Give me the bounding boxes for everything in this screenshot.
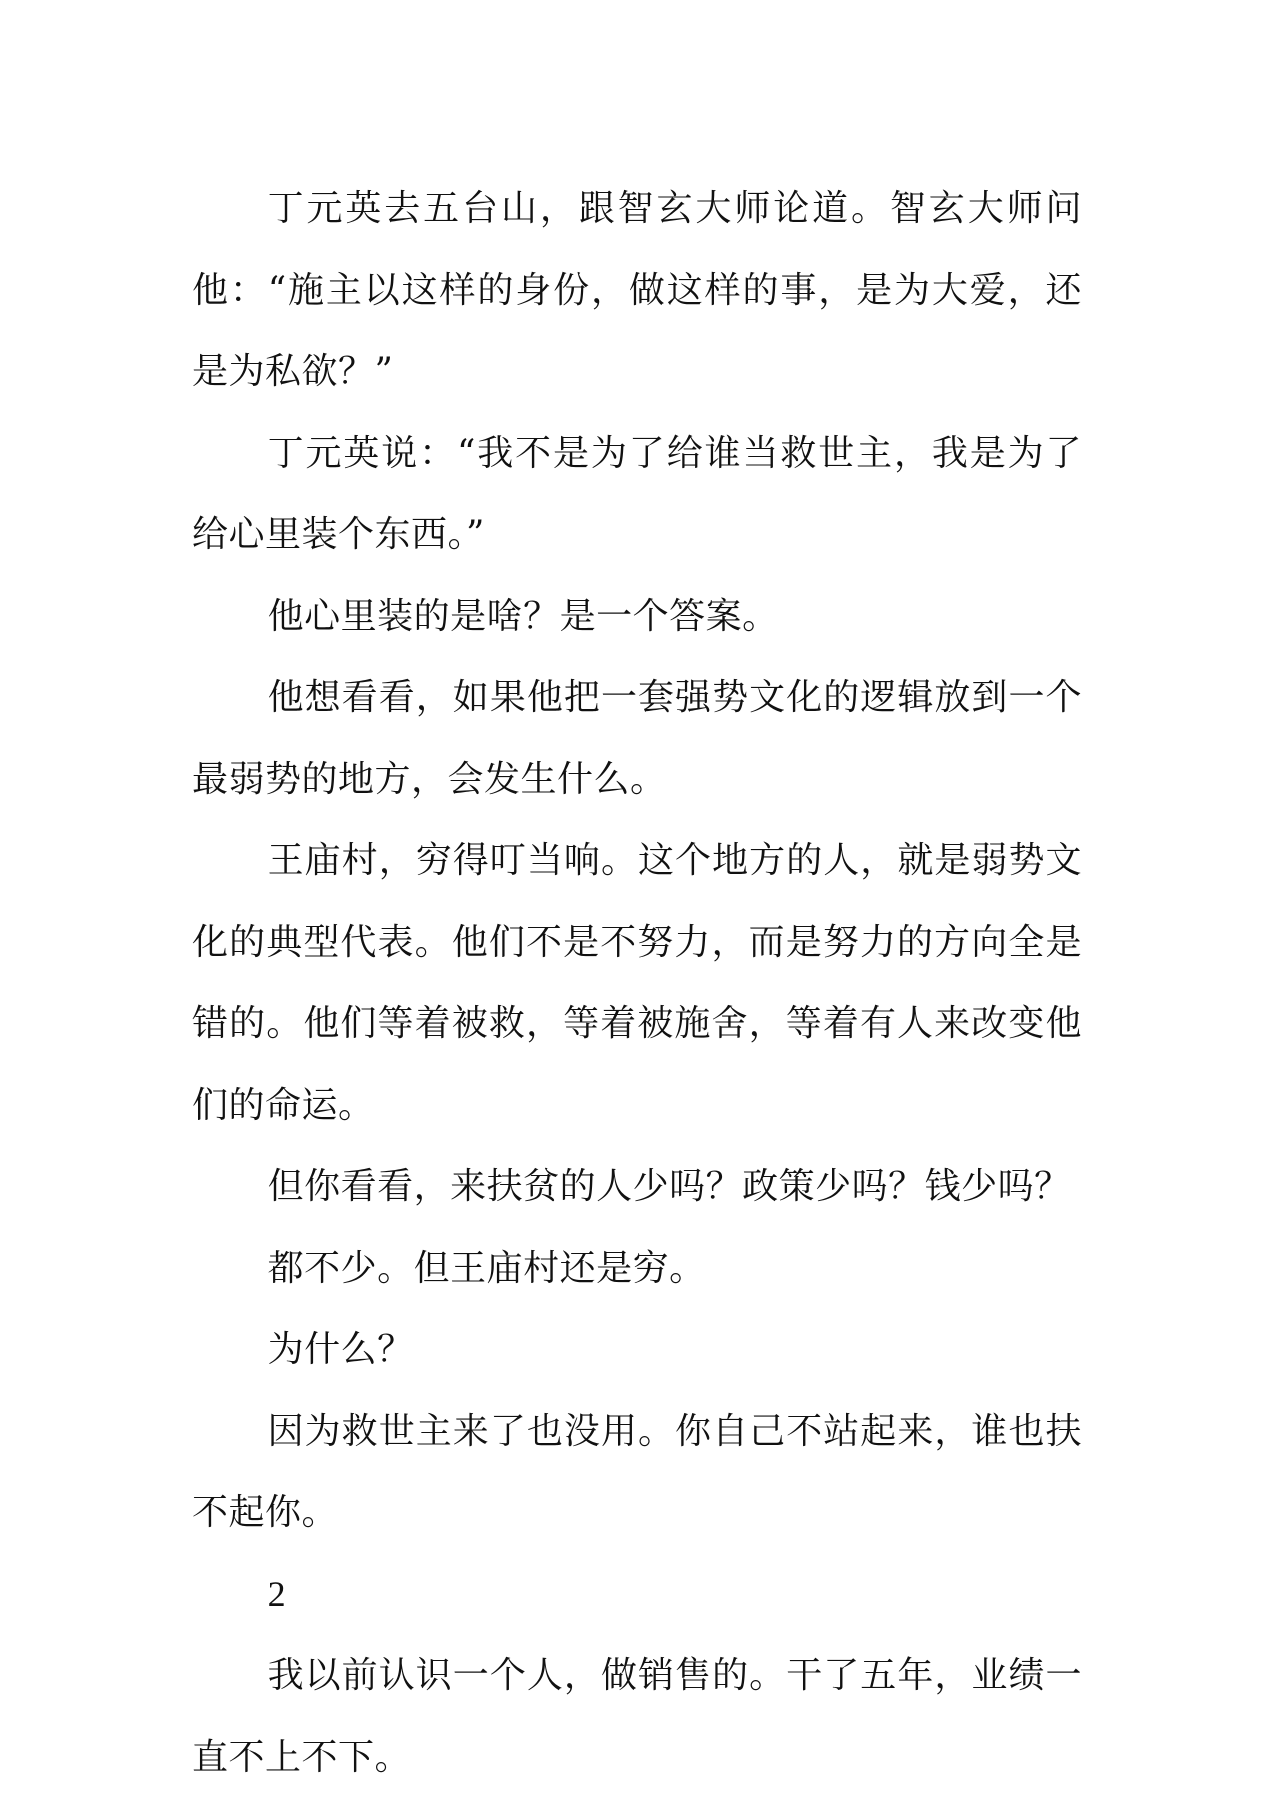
paragraph: 我以前认识一个人，做销售的。干了五年，业绩一直不上不下。 [192, 1655, 1082, 1778]
paragraph: 他心里装的是啥？是一个答案。 [267, 595, 779, 637]
paragraph: 因为救世主来了也没用。你自己不站起来，谁也扶不起你。 [192, 1410, 1082, 1533]
paragraph: 王庙村，穷得叮当响。这个地方的人，就是弱势文化的典型代表。他们不是不努力，而是努力的方向全是错的。他们等着被救，等着被施舍，等着有人来改变他们的命运。 [192, 840, 1082, 1126]
paragraph: 丁元英说：“我不是为了给谁当救世主，我是为了给心里装个东西。” [192, 432, 1082, 555]
section-number: 2 [267, 1573, 287, 1614]
paragraph: 都不少。但王庙村还是穷。 [267, 1247, 706, 1289]
paragraph: 但你看看，来扶贫的人少吗？政策少吗？钱少吗？ [267, 1166, 1071, 1207]
paragraph: 丁元英去五台山，跟智玄大师论道。智玄大师问他：“施主以这样的身份，做这样的事，是为大爱，还是为私欲？” [192, 188, 1082, 392]
paragraph: 他想看看，如果他把一套强势文化的逻辑放到一个最弱势的地方，会发生什么。 [192, 677, 1082, 800]
document-body [192, 168, 1082, 1798]
paragraph: 为什么？ [267, 1329, 414, 1370]
